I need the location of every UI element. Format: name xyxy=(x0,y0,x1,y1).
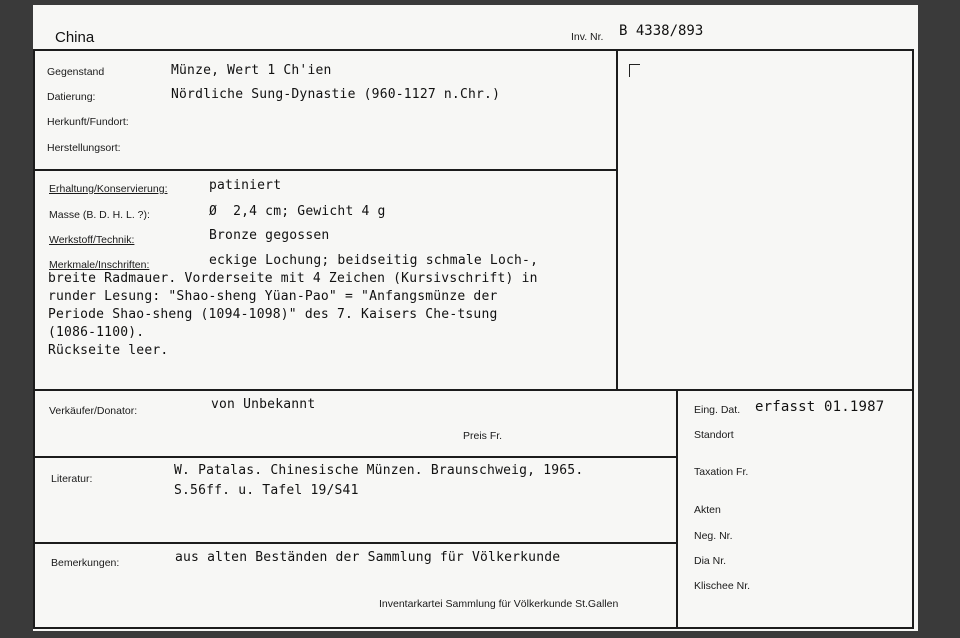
inv-nr-label: Inv. Nr. xyxy=(571,31,604,43)
taxation-label: Taxation Fr. xyxy=(694,466,749,478)
masse-label: Masse (B. D. H. L. ?): xyxy=(49,209,150,221)
bemerkungen-label: Bemerkungen: xyxy=(51,557,120,569)
merkmale-line: Rückseite leer. xyxy=(48,343,169,358)
literatur-line: S.56ff. u. Tafel 19/S41 xyxy=(174,483,359,498)
bottom-edge xyxy=(33,627,914,629)
literatur-label: Literatur: xyxy=(51,473,93,485)
verkaeufer-value: von Unbekannt xyxy=(211,397,316,412)
merkmale-line: (1086-1100). xyxy=(48,325,145,340)
akten-label: Akten xyxy=(694,504,721,516)
right-card-edge xyxy=(912,49,914,629)
literature-section-divider xyxy=(33,542,677,544)
datierung-label: Datierung: xyxy=(47,91,96,103)
merkmale-line: runder Lesung: "Shao-sheng Yüan-Pao" = "Anfangsmünze der xyxy=(48,289,498,304)
preis-label: Preis Fr. xyxy=(463,430,503,442)
eing-dat-value: erfasst 01.1987 xyxy=(755,399,885,415)
corner-mark xyxy=(629,64,640,77)
inv-nr-value: B 4338/893 xyxy=(619,23,704,39)
dia-nr-label: Dia Nr. xyxy=(694,555,727,567)
herkunft-label: Herkunft/Fundort: xyxy=(47,116,129,128)
gegenstand-value: Münze, Wert 1 Ch'ien xyxy=(171,63,332,78)
klischee-nr-label: Klischee Nr. xyxy=(694,580,751,592)
werkstoff-value: Bronze gegossen xyxy=(209,228,330,243)
merkmale-label: Merkmale/Inschriften: xyxy=(49,259,150,271)
datierung-value: Nördliche Sung-Dynastie (960-1127 n.Chr.) xyxy=(171,87,501,102)
merkmale-line: eckige Lochung; beidseitig schmale Loch-, xyxy=(209,253,539,268)
condition-section-divider xyxy=(33,389,913,391)
eing-dat-label: Eing. Dat. xyxy=(694,404,741,416)
merkmale-line: breite Radmauer. Vorderseite mit 4 Zeichen (Kursivschrift) in xyxy=(48,271,538,286)
standort-label: Standort xyxy=(694,429,734,441)
object-section-divider xyxy=(33,169,617,171)
header-divider xyxy=(33,49,913,51)
masse-value: Ø 2,4 cm; Gewicht 4 g xyxy=(209,204,386,219)
merkmale-line: Periode Shao-sheng (1094-1098)" des 7. Kaisers Che-tsung xyxy=(48,307,498,322)
side-panel-divider xyxy=(676,389,678,629)
country-title: China xyxy=(55,29,95,46)
upper-panel-divider xyxy=(616,49,618,390)
card-footer: Inventarkartei Sammlung für Völkerkunde St.Gallen xyxy=(379,598,619,610)
verkaeufer-label: Verkäufer/Donator: xyxy=(49,405,138,417)
vendor-section-divider xyxy=(33,456,677,458)
erhaltung-value: patiniert xyxy=(209,178,282,193)
erhaltung-label: Erhaltung/Konservierung: xyxy=(49,183,168,195)
gegenstand-label: Gegenstand xyxy=(47,66,105,78)
herstellungsort-label: Herstellungsort: xyxy=(47,142,121,154)
neg-nr-label: Neg. Nr. xyxy=(694,530,733,542)
literatur-line: W. Patalas. Chinesische Münzen. Braunschweig, 1965. xyxy=(174,463,584,478)
werkstoff-label: Werkstoff/Technik: xyxy=(49,234,135,246)
bemerkungen-value: aus alten Beständen der Sammlung für Völkerkunde xyxy=(175,550,561,565)
